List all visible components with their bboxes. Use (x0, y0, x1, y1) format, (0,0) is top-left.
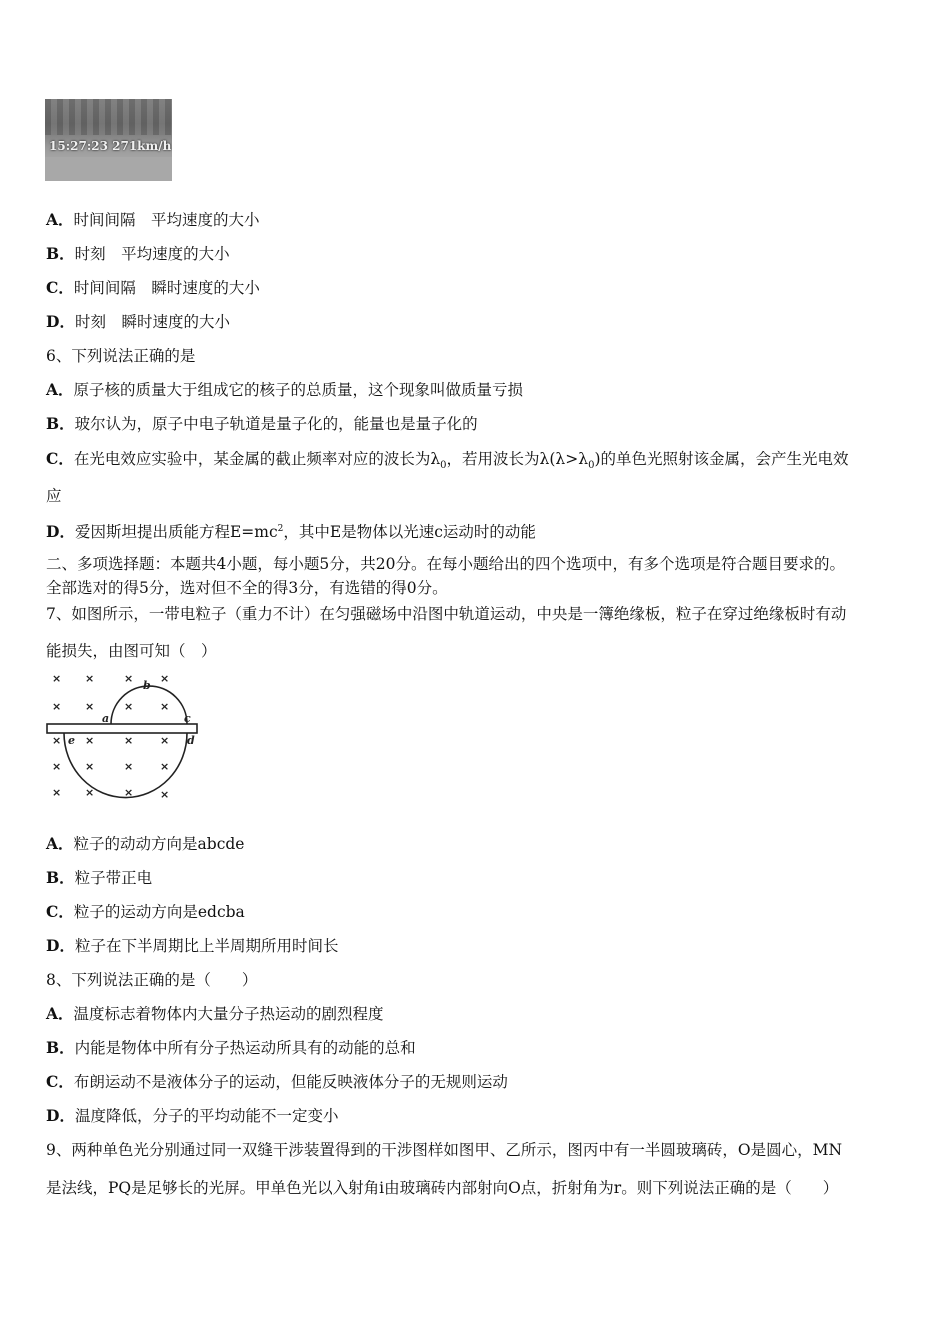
photo-foreground (45, 157, 172, 181)
field-cross: × (85, 786, 95, 799)
q8-option-d[interactable]: D．温度降低，分子的平均动能不一定变小 (46, 1106, 339, 1125)
field-cross: × (52, 700, 62, 713)
q9-stem-line1: 9、两种单色光分别通过同一双缝干涉装置得到的干涉图样如图甲、乙所示，图丙中有一半圆玻璃砖，O是圆心，MN (46, 1141, 843, 1159)
point-label-e: e (68, 734, 75, 747)
field-cross: × (85, 734, 95, 747)
section2-line2: 全部选对的得5分，选对但不全的得3分，有选错的得0分。 (46, 579, 448, 597)
insulating-plate (47, 724, 197, 733)
q5-option-d[interactable]: D．时刻 瞬时速度的大小 (46, 312, 230, 331)
q8-stem: 8、下列说法正确的是（ ） (46, 971, 258, 989)
field-cross: × (52, 672, 62, 685)
field-cross: × (124, 786, 134, 799)
q6-option-d[interactable]: D．爱因斯坦提出质能方程$E=mc^2$，其中E是物体以光速c运动时的动能 (46, 522, 536, 542)
magnetic-field-diagram (44, 670, 204, 805)
q7-stem-line2: 能损失，由图可知（ ） (46, 642, 217, 660)
q6-option-c[interactable]: C．在光电效应实验中，某金属的截止频率对应的波长为$\lambda_0$，若用波长为$\lambda(\lambda>\lambda_0)$的单色光照射该金属，会产生光电效 (46, 449, 849, 472)
q7-option-a[interactable]: A．粒子的动动方向是abcde (46, 834, 245, 853)
q9-stem-line2: 是法线，PQ是足够长的光屏。甲单色光以入射角i由玻璃砖内部射向O点，折射角为r。则下列说法正确的是（ ） (46, 1179, 839, 1197)
q6-option-a[interactable]: A．原子核的质量大于组成它的核子的总质量，这个现象叫做质量亏损 (46, 380, 524, 399)
field-cross: × (52, 734, 62, 747)
field-cross: × (124, 700, 134, 713)
field-cross: × (160, 760, 170, 773)
q8-option-c[interactable]: C．布朗运动不是液体分子的运动，但能反映液体分子的无规则运动 (46, 1072, 508, 1091)
q5-option-a[interactable]: A．时间间隔 平均速度的大小 (46, 210, 260, 229)
q6-stem: 6、下列说法正确的是 (46, 347, 196, 365)
field-cross: × (85, 700, 95, 713)
field-cross: × (124, 760, 134, 773)
field-cross: × (52, 760, 62, 773)
q7-option-c[interactable]: C．粒子的运动方向是edcba (46, 902, 245, 921)
section2-line1: 二、多项选择题：本题共4小题，每小题5分，共20分。在每小题给出的四个选项中，有多个选项是符合题目要求的。 (46, 555, 845, 573)
field-cross: × (124, 672, 134, 685)
field-cross: × (160, 700, 170, 713)
field-cross: × (85, 672, 95, 685)
point-label-c: c (184, 712, 191, 725)
point-label-d: d (187, 734, 195, 747)
field-cross: × (52, 786, 62, 799)
photo-background (45, 99, 172, 135)
point-label-a: a (102, 712, 110, 725)
q6-option-b[interactable]: B．玻尔认为，原子中电子轨道是量子化的，能量也是量子化的 (46, 414, 478, 433)
field-cross: × (85, 760, 95, 773)
field-cross: × (124, 734, 134, 747)
photo-overlay-text: 15:27:23 271km/h (49, 139, 172, 153)
q8-option-b[interactable]: B．内能是物体中所有分子热运动所具有的动能的总和 (46, 1038, 416, 1057)
field-cross: × (160, 672, 170, 685)
q5-option-b[interactable]: B．时刻 平均速度的大小 (46, 244, 230, 263)
q7-option-d[interactable]: D．粒子在下半周期比上半周期所用时间长 (46, 936, 339, 955)
q7-stem-line1: 7、如图所示，一带电粒子（重力不计）在匀强磁场中沿图中轨道运动，中央是一簿绝缘板，粒子在穿过绝缘板时有动 (46, 605, 847, 623)
field-cross: × (160, 734, 170, 747)
field-cross: × (160, 788, 170, 801)
train-display-photo (45, 99, 172, 181)
point-label-b: b (143, 679, 151, 692)
q6-option-c-wrap: 应 (46, 487, 62, 505)
q5-option-c[interactable]: C．时间间隔 瞬时速度的大小 (46, 278, 260, 297)
q8-option-a[interactable]: A．温度标志着物体内大量分子热运动的剧烈程度 (46, 1004, 384, 1023)
q7-option-b[interactable]: B．粒子带正电 (46, 868, 153, 887)
